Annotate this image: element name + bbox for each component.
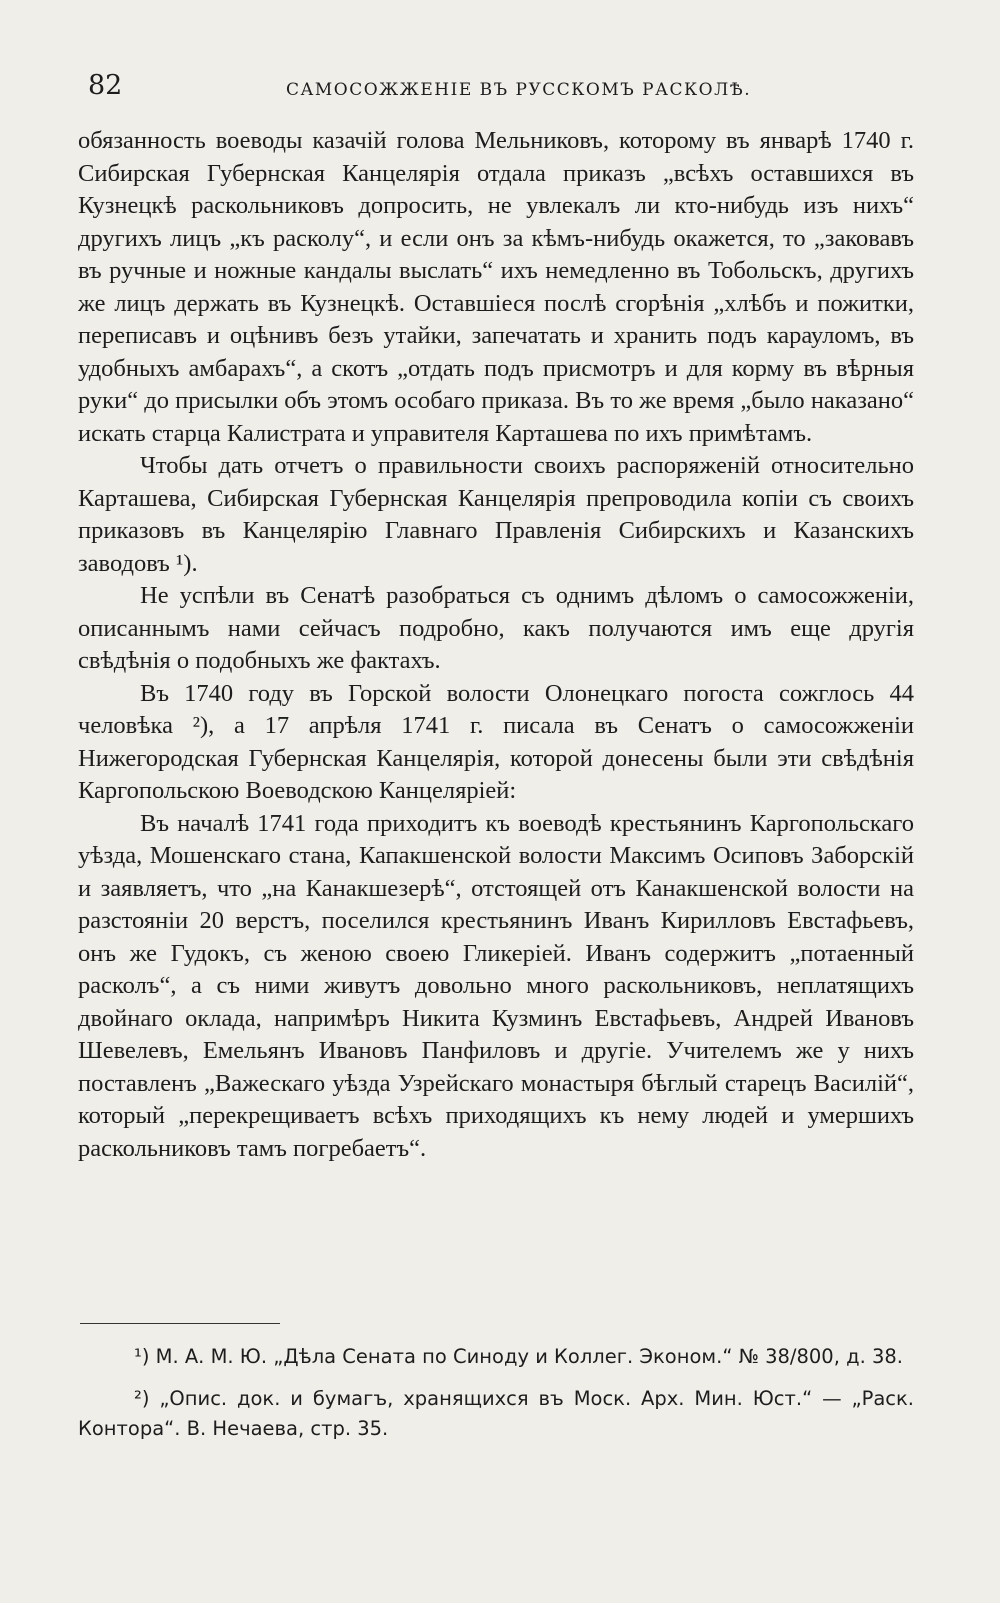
- footnotes: [78, 1342, 914, 1456]
- running-head: САМОСОЖЖЕНIЕ ВЪ РУССКОМЪ РАСКОЛѢ.: [286, 80, 752, 100]
- paragraph-3: Не успѣли въ Сенатѣ разобраться съ однимъ дѣломъ о самосожженiи, описаннымъ нами сейчасъ подробно, какъ получаются имъ еще другiя свѣдѣнiя о подобныхъ же фактахъ.: [78, 582, 914, 674]
- paragraph-4: Въ 1740 году въ Горской волости Олонецкаго погоста сожглось 44 человѣка ²), а 17 апрѣля 1741 г. писала въ Сенатъ о самосожженiи Нижегородская Губернская Канцелярiя, которой донесены были эти свѣдѣнiя Каргопольскою Воеводскою Канцелярiей:: [78, 679, 914, 804]
- page-header: [86, 66, 916, 106]
- paragraph-1: обязанность воеводы казачiй голова Мельниковъ, которому въ январѣ 1740 г. Сибирская Губернская Канцелярiя отдала приказъ „всѣхъ оставшихся въ Кузнецкѣ раскольниковъ допросить, не увлекалъ ли кто-нибудь изъ нихъ“ другихъ лицъ „къ расколу“, и если онъ за кѣмъ-нибудь окажется, то „заковавъ въ ручные и ножные кандалы выслать“ ихъ немедленно въ Тобольскъ, другихъ же лицъ держать въ Кузнецкѣ. Оставшiеся послѣ сгорѣнiя „хлѣбъ и пожитки, переписавъ и оцѣнивъ безъ утайки, запечатать и хранить подъ карауломъ, въ удобныхъ амбарахъ“, а скотъ „отдать подъ присмотръ и для корму въ вѣрныя руки“ до присылки объ этомъ особаго приказа. Въ то же время „было наказано“ искать старца Калистрата и управителя Карташева по ихъ примѣтамъ.: [78, 127, 914, 447]
- footnote-divider: [80, 1323, 280, 1324]
- paragraph-2: Чтобы дать отчетъ о правильности своихъ распоряженiй относительно Карташева, Сибирская Губернская Канцелярiя препроводила копiи съ своихъ приказовъ въ Канцелярiю Главнаго Правленiя Сибирскихъ и Казанскихъ заводовъ ¹).: [78, 452, 914, 577]
- footnote-2: ²) „Опис. док. и бумагъ, хранящихся въ Моск. Арх. Мин. Юст.“ — „Раск. Контора“. В. Нечаева, стр. 35.: [78, 1387, 914, 1440]
- footnote-1: ¹) М. А. М. Ю. „Дѣла Сената по Синоду и Коллег. Эконом.“ № 38/800, д. 38.: [134, 1345, 903, 1368]
- body-text: [78, 125, 914, 1165]
- paragraph-5: Въ началѣ 1741 года приходитъ къ воеводѣ крестьянинъ Каргопольскаго уѣзда, Мошенскаго стана, Капакшенской волости Максимъ Осиповъ Заборскiй и заявляетъ, что „на Канакшезерѣ“, отстоящей отъ Канакшенской волости на разстоянiи 20 верстъ, поселился крестьянинъ Иванъ Кирилловъ Евстафьевъ, онъ же Гудокъ, съ женою своею Гликерiей. Иванъ содержитъ „потаенный расколъ“, а съ ними живутъ довольно много раскольниковъ, неплатящихъ двойнаго оклада, напримѣръ Никита Кузминъ Евстафьевъ, Андрей Ивановъ Шевелевъ, Емельянъ Ивановъ Панфиловъ и другiе. Учителемъ же у нихъ поставленъ „Важескаго уѣзда Узрейскаго монастыря бѣглый старецъ Василiй“, который „перекрещиваетъ всѣхъ приходящихъ къ нему людей и умершихъ раскольниковъ тамъ погребаетъ“.: [78, 809, 914, 1162]
- page-number: 82: [88, 70, 123, 101]
